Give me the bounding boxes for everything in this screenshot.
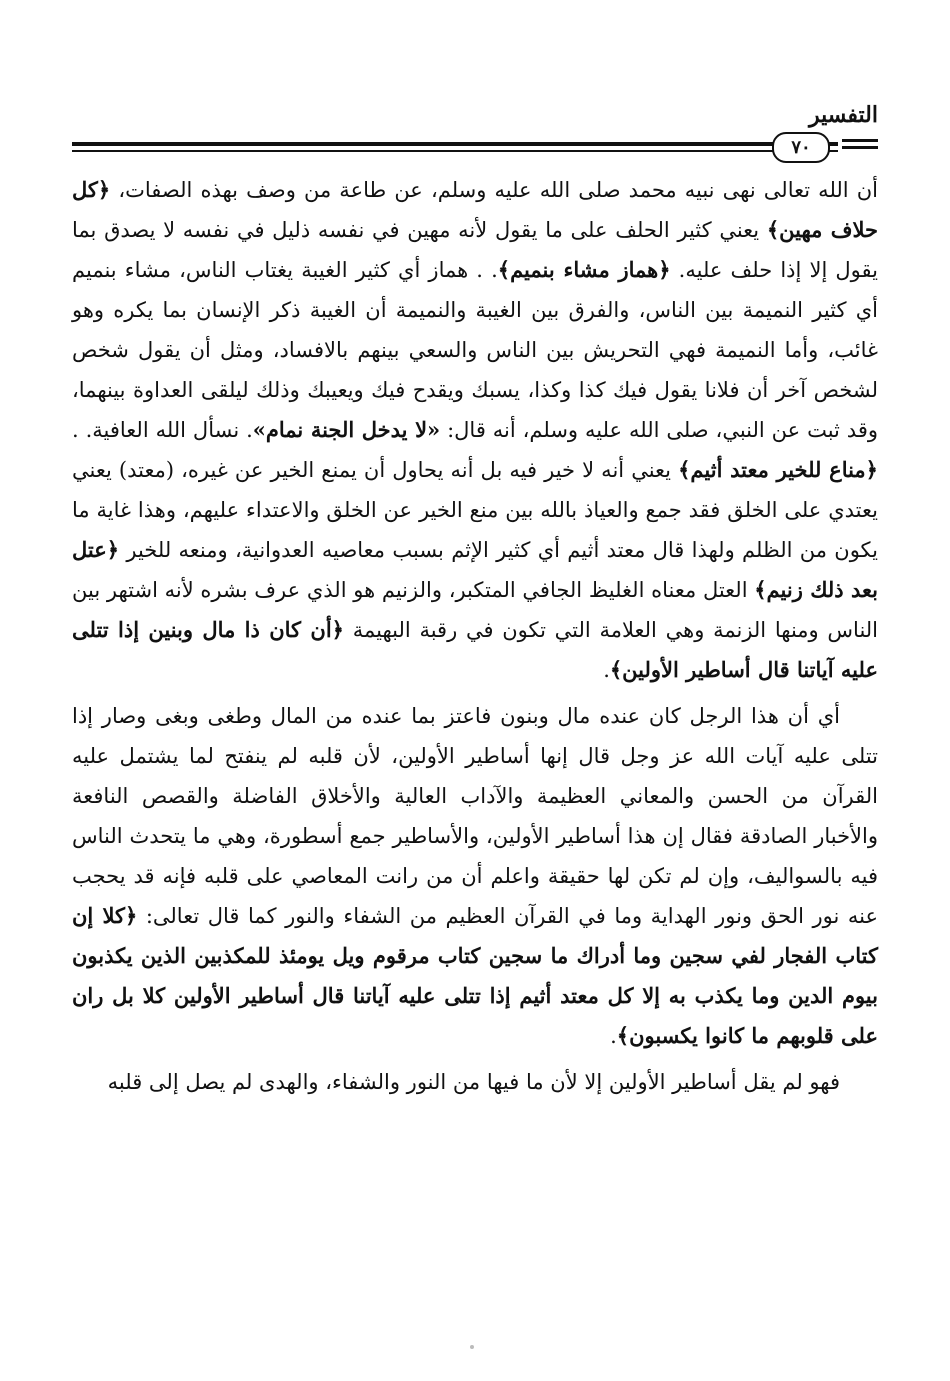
page-number: ٧٠	[772, 132, 830, 163]
text-run: .	[603, 658, 610, 682]
quran-verse: «لا يدخل الجنة نمام»	[252, 417, 441, 442]
header-rule-thin	[72, 150, 878, 152]
quran-verse: ﴿كل حلاف مهين﴾	[72, 177, 879, 242]
page-number-ornament	[838, 136, 878, 154]
body-text	[72, 170, 878, 1102]
page-header	[72, 98, 878, 158]
quran-verse: ﴿أن كان ذا مال وبنين إذا تتلى عليه آياتنا قال أساطير الأولين﴾	[72, 617, 878, 682]
text-run: . . هماز أي كثير الغيبة يغتاب الناس، مشاء بنميم أي كثير النميمة بين الناس، والفرق بين الغيبة والنميمة أن الغيبة ذكر الإنسان بما يكره وهو غائب، وأما النميمة فهي التحريش بين الناس والسعي بينهم بالافساد، ومثل أن يقول شخص لشخص آخر أن فلانا يقول فيك كذا وكذا، يسبك ويقدح فيك ويعيبك وذلك ليلقى العداوة بينهما، وقد ثبت عن النبي، صلى الله عليه وسلم، أنه قال:	[72, 258, 878, 442]
header-rule-thick	[72, 142, 878, 146]
text-run: .	[610, 1024, 617, 1048]
text-run: العتل معناه الغليظ الجافي المتكبر، والزنيم هو الذي عرف بشره لأنه اشتهر بين الناس ومنها الزنمة وهي العلامة التي تكون في رقبة البهيمة	[72, 578, 879, 642]
text-run: يعني أنه لا خير فيه بل أنه يحاول أن يمنع الخير عن غيره، (معتد) يعني يعتدي على الخلق فقد جمع والعياذ بالله بين منع الخير عن الخلق والاعتداء عليهم، وهذا غاية ما يكون من الظلم ولهذا قال معتد أثيم أي كثير الإثم بسبب معاصيه العدوانية، ومنعه للخير	[72, 458, 878, 562]
quran-verse: ﴿مناع للخير معتد أثيم﴾	[678, 457, 878, 482]
text-run: فهو لم يقل أساطير الأولين إلا لأن ما فيها من النور والشفاء، والهدى لم يصل إلى قلبه	[107, 1070, 840, 1094]
text-run: أن الله تعالى نهى نبيه محمد صلى الله عليه وسلم، عن طاعة من وصف بهذه الصفات،	[110, 178, 878, 202]
paragraph	[72, 1062, 878, 1102]
text-run: . نسأل الله العافية. .	[72, 418, 253, 442]
paragraph	[72, 170, 878, 690]
text-run: يعني كثير الحلف على ما يقول لأنه مهين في نفسه ذليل في نفسه لا يصدق بما يقول إلا إذا حلف عليه.	[72, 218, 878, 282]
quran-verse: ﴿هماز مشاء بنميم﴾	[497, 257, 671, 282]
quran-verse: ﴿كلا إن كتاب الفجار لفي سجين وما أدراك ما سجين كتاب مرقوم ويل يومئذ للمكذبين الذين يكذبون بيوم الدين وما يكذب به إلا كل معتد أثيم إذا تتلى عليه آياتنا قال أساطير الأولين كلا بل ران على قلوبهم ما كانوا يكسبون﴾	[72, 903, 878, 1048]
quran-verse: ﴿عتل بعد ذلك زنيم﴾	[72, 537, 878, 602]
text-run: أي أن هذا الرجل كان عنده مال وبنون فاعتز بما عنده من المال وطغى وبغى وصار إذا تتلى عليه آيات الله عز وجل قال إنها أساطير الأولين، لأن قلبه لم ينفتح لما يشتمل عليه القرآن من الحسن والمعاني العظيمة والآداب العالية والأخلاق الفاضلة والقصص النافعة والأخبار الصادقة فقال إن هذا أساطير الأولين، والأساطير جمع أسطورة، وهي ما يتحدث الناس فيه بالسواليف، وإن لم تكن لها حقيقة واعلم أن من رانت المعاصي على قلبه فإنه قد يحجب عنه نور الحق ونور الهداية وما في القرآن العظيم من الشفاء والنور كما قال تعالى:	[72, 704, 878, 928]
scan-dot	[470, 1345, 474, 1349]
running-title: التفسير	[809, 102, 878, 128]
paragraph	[72, 696, 878, 1056]
